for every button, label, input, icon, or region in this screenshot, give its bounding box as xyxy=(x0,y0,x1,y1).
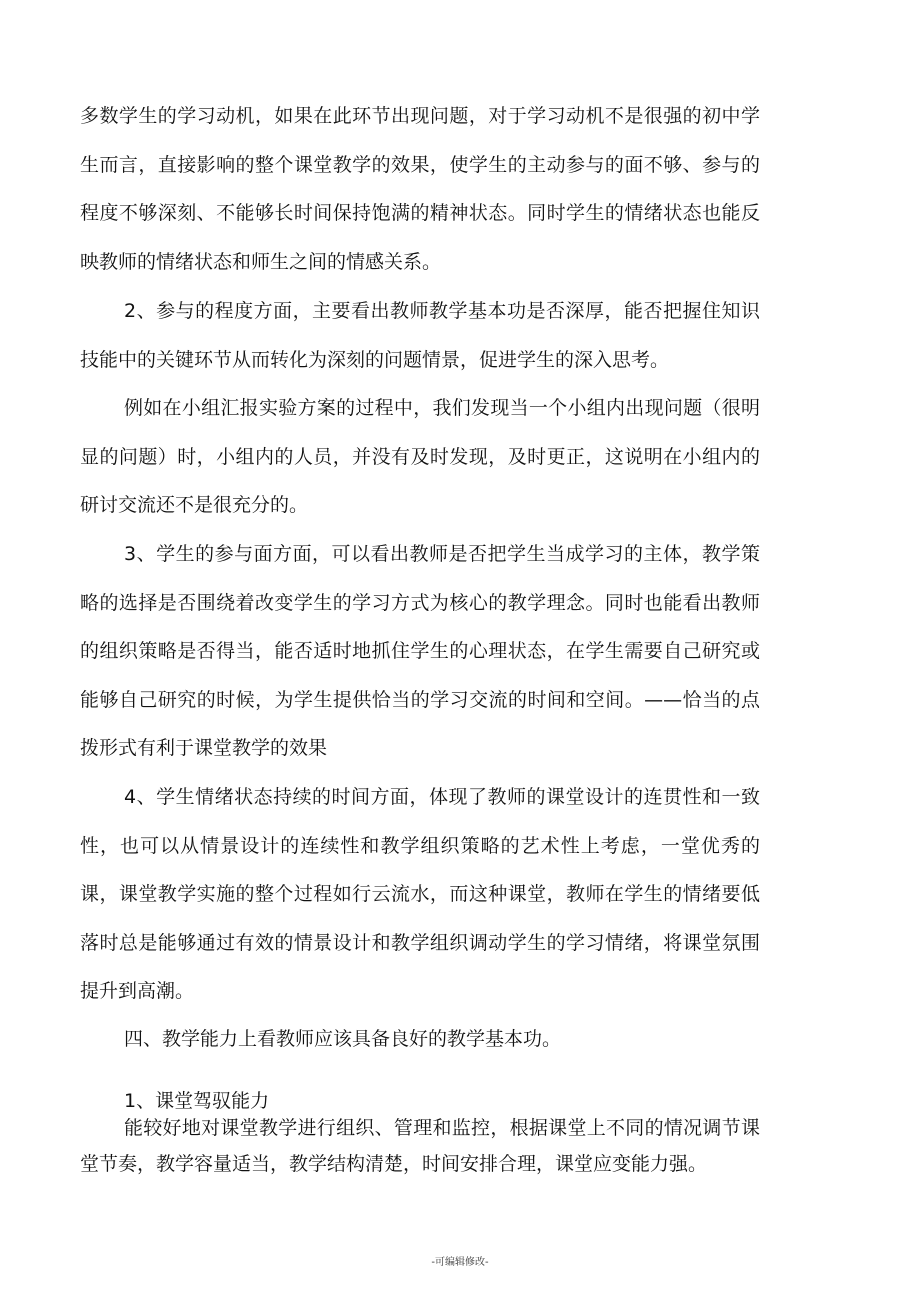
paragraph-continuation: 多数学生的学习动机，如果在此环节出现问题，对于学习动机不是很强的初中学生而言，直接影响的整个课堂教学的效果，使学生的主动参与的面不够、参与的程度不够深刻、不能够长时间保持饱满的精神状态。同时学生的情绪状态也能反映教师的情绪状态和师生之间的情感关系。 xyxy=(80,105,760,273)
page-footer: -可编辑修改- xyxy=(431,1257,489,1268)
subheading-classroom-control: 1、课堂驾驭能力 xyxy=(124,1090,270,1112)
paragraph-item-4: 4、学生情绪状态持续的时间方面，体现了教师的课堂设计的连贯性和一致性，也可以从情景设计的连续性和教学组织策略的艺术性上考虑，一堂优秀的课，课堂教学实施的整个过程如行云流水，而这种课堂，教师在学生的情绪要低落时总是能够通过有效的情景设计和教学组织调动学生的学习情绪，将课堂氛围提升到高潮。 xyxy=(80,786,760,1002)
paragraph-example: 例如在小组汇报实验方案的过程中，我们发现当一个小组内出现问题（很明显的问题）时，小组内的人员，并没有及时发现，及时更正，这说明在小组内的研讨交流还不是很充分的。 xyxy=(80,397,760,516)
paragraph-item-2: 2、参与的程度方面，主要看出教师教学基本功是否深厚，能否把握住知识技能中的关键环节从而转化为深刻的问题情景，促进学生的深入思考。 xyxy=(80,300,760,371)
section-heading-four: 四、教学能力上看教师应该具备良好的教学基本功。 xyxy=(124,1028,562,1050)
paragraph-classroom-control: 能较好地对课堂教学进行组织、管理和监控，根据课堂上不同的情况调节课堂节奏，教学容量适当，教学结构清楚，时间安排合理，课堂应变能力强。 xyxy=(80,1117,760,1175)
paragraph-item-3: 3、学生的参与面方面，可以看出教师是否把学生当成学习的主体，教学策略的选择是否围绕着改变学生的学习方式为核心的教学理念。同时也能看出教师的组织策略是否得当，能否适时地抓住学生的心理状态，在学生需要自己研究或能够自己研究的时候，为学生提供恰当的学习交流的时间和空间。——恰当的点拨形式有利于课堂教学的效果 xyxy=(80,543,760,759)
